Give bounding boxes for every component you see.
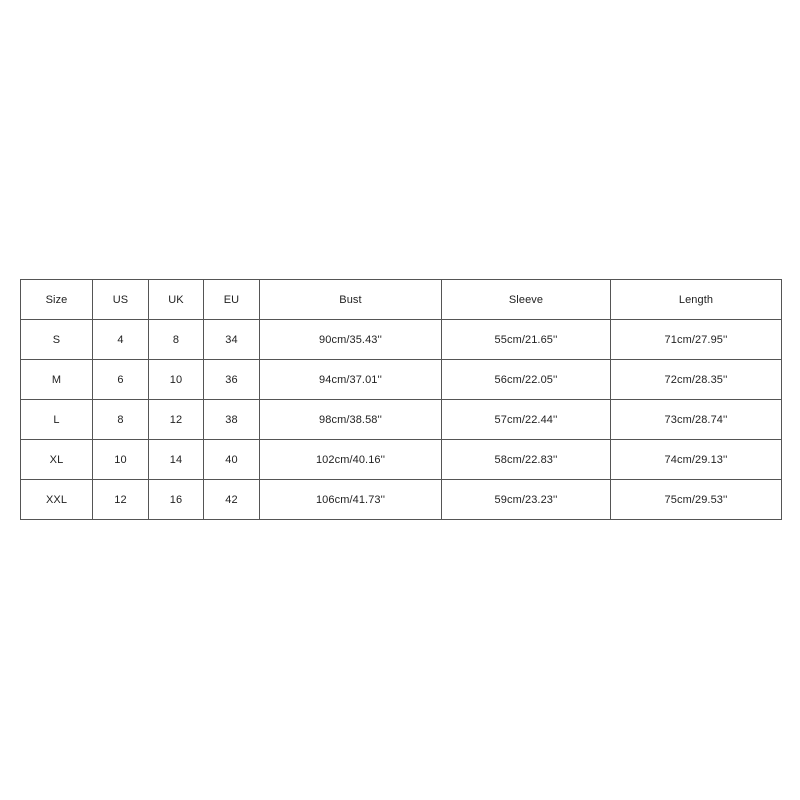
cell-size: XL <box>21 440 93 480</box>
cell-uk: 14 <box>149 440 204 480</box>
cell-us: 12 <box>93 480 149 520</box>
cell-uk: 16 <box>149 480 204 520</box>
cell-uk: 10 <box>149 360 204 400</box>
cell-bust: 94cm/37.01'' <box>260 360 442 400</box>
cell-length: 73cm/28.74'' <box>611 400 782 440</box>
cell-us: 8 <box>93 400 149 440</box>
cell-bust: 106cm/41.73'' <box>260 480 442 520</box>
cell-eu: 36 <box>204 360 260 400</box>
cell-sleeve: 59cm/23.23'' <box>442 480 611 520</box>
table-row <box>21 480 782 520</box>
cell-uk: 8 <box>149 320 204 360</box>
cell-length: 75cm/29.53'' <box>611 480 782 520</box>
cell-bust: 102cm/40.16'' <box>260 440 442 480</box>
header-us: US <box>93 280 149 320</box>
cell-length: 74cm/29.13'' <box>611 440 782 480</box>
table-header-row <box>21 280 782 320</box>
table-row <box>21 360 782 400</box>
header-eu: EU <box>204 280 260 320</box>
table-row <box>21 400 782 440</box>
cell-bust: 98cm/38.58'' <box>260 400 442 440</box>
header-sleeve: Sleeve <box>442 280 611 320</box>
cell-length: 72cm/28.35'' <box>611 360 782 400</box>
cell-sleeve: 56cm/22.05'' <box>442 360 611 400</box>
cell-size: XXL <box>21 480 93 520</box>
cell-uk: 12 <box>149 400 204 440</box>
cell-us: 4 <box>93 320 149 360</box>
cell-sleeve: 55cm/21.65'' <box>442 320 611 360</box>
cell-length: 71cm/27.95'' <box>611 320 782 360</box>
cell-eu: 34 <box>204 320 260 360</box>
cell-sleeve: 58cm/22.83'' <box>442 440 611 480</box>
header-bust: Bust <box>260 280 442 320</box>
cell-size: M <box>21 360 93 400</box>
cell-size: S <box>21 320 93 360</box>
cell-us: 10 <box>93 440 149 480</box>
header-length: Length <box>611 280 782 320</box>
header-size: Size <box>21 280 93 320</box>
size-chart-table <box>20 279 782 520</box>
table-row <box>21 440 782 480</box>
cell-eu: 40 <box>204 440 260 480</box>
cell-eu: 42 <box>204 480 260 520</box>
table-row <box>21 320 782 360</box>
cell-bust: 90cm/35.43'' <box>260 320 442 360</box>
cell-eu: 38 <box>204 400 260 440</box>
cell-sleeve: 57cm/22.44'' <box>442 400 611 440</box>
cell-size: L <box>21 400 93 440</box>
cell-us: 6 <box>93 360 149 400</box>
header-uk: UK <box>149 280 204 320</box>
